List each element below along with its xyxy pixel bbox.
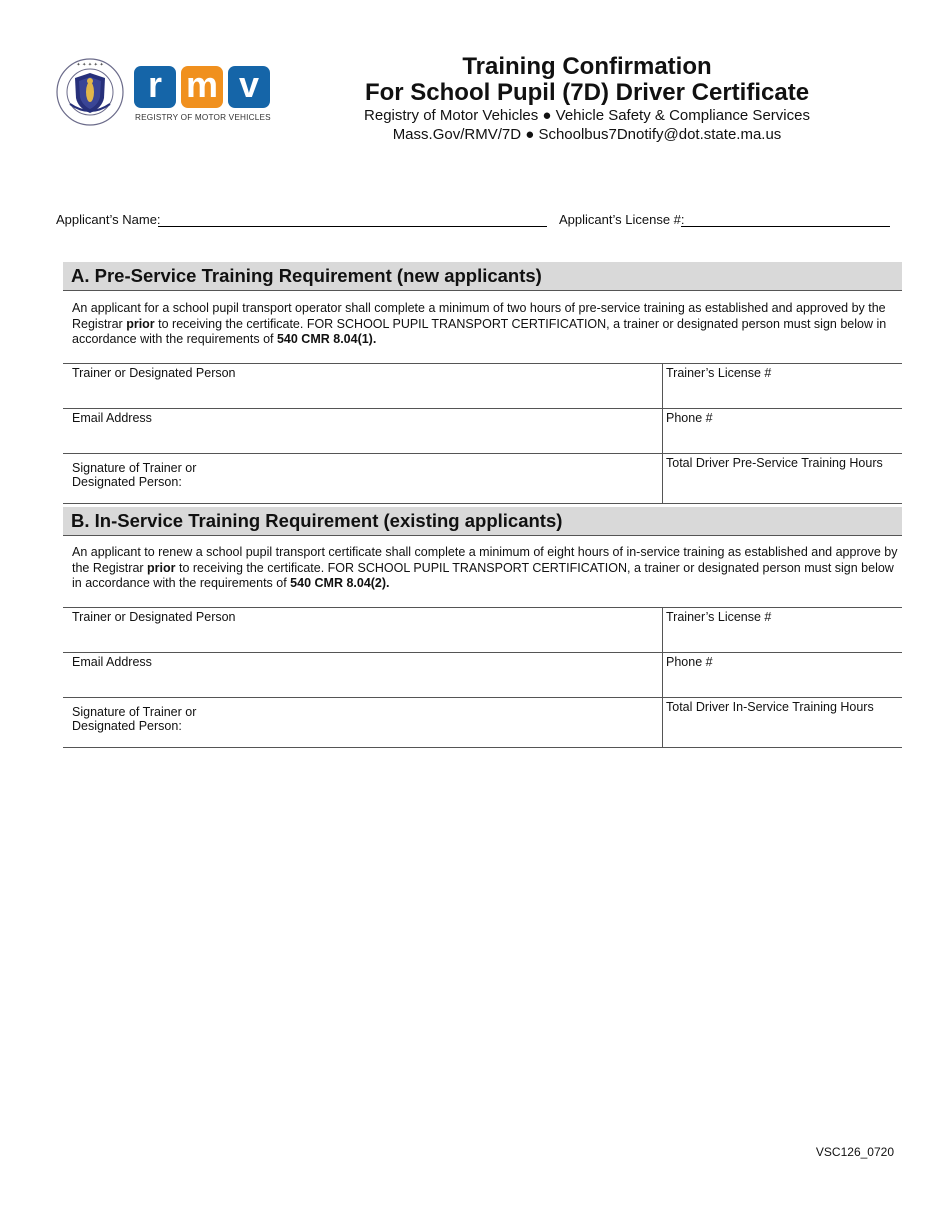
rmv-logo-v: v [228,66,270,108]
section-b-hours-field[interactable] [663,698,903,748]
form-code: VSC126_0720 [815,1145,894,1159]
section-b-trainer-label: Trainer or Designated Person [72,610,236,624]
section-b-signature-label-2: Designated Person: [72,718,182,733]
applicant-license-label: Applicant’s License #: [559,212,685,227]
applicant-name-field[interactable] [158,226,547,227]
section-b-phone-field[interactable] [663,653,903,698]
section-a-trainer-label: Trainer or Designated Person [72,366,236,380]
section-b-trainer-field[interactable] [63,608,663,653]
section-a-bold-2: 540 CMR 8.04(1). [276,332,377,346]
section-a-trainer-field[interactable] [63,364,663,409]
section-b-hours-label: Total Driver In-Service Training Hours [666,700,874,714]
applicant-license-field[interactable] [681,226,890,227]
section-b-email-field[interactable] [63,653,663,698]
section-a-email-label: Email Address [72,411,152,425]
form-subtitle-line1: Registry of Motor Vehicles ● Vehicle Safety & Compliance Services [364,107,810,124]
section-a-signature-label-1: Signature of Trainer or [72,461,197,475]
section-a-trainer-license-label: Trainer’s License # [666,366,772,380]
section-a-paragraph [72,301,900,348]
section-a-signature-label-2: Designated Person: [72,474,182,489]
section-b-signature-field[interactable] [63,698,663,748]
section-b-text-2: to receiving the certificate. FOR SCHOOL PUPIL TRANSPORT CERTIFICATION, a trainer or designated person must sign below in accordance with the requirements of [72,560,894,590]
section-a-text-1: An applicant for a school pupil transport operator shall complete a minimum of two hours of pre-service training as established and approved by the Registrar [72,301,886,331]
section-b-trainer-license-label: Trainer’s License # [666,610,772,624]
form-subtitle-line2: Mass.Gov/RMV/7D ● Schoolbus7Dnotify@dot.state.ma.us [392,126,782,143]
section-a-hours-label: Total Driver Pre-Service Training Hours [666,456,883,470]
section-b-heading: B. In-Service Training Requirement (existing applicants) [71,510,563,531]
section-a-heading: A. Pre-Service Training Requirement (new applicants) [71,265,542,286]
applicant-name-label: Applicant’s Name: [56,212,161,227]
section-b-text-1: An applicant to renew a school pupil transport certificate shall complete a minimum of eight hours of in-service training as established and approve by the Registrar [72,545,898,575]
svg-text:✦ ✦ ✦ ✦ ✦: ✦ ✦ ✦ ✦ ✦ [76,62,104,68]
section-b-form-table [63,607,902,748]
section-a-form-table [63,363,902,504]
section-b-phone-label: Phone # [666,655,713,669]
section-b-signature-label-1: Signature of Trainer or [72,705,197,719]
section-a-header [63,262,902,291]
section-b-header [63,507,902,536]
rmv-logo-m: m [181,66,223,108]
rmv-logo-r: r [134,66,176,108]
section-a-trainer-license-field[interactable] [663,364,903,409]
section-b-paragraph [72,545,900,592]
section-b-email-label: Email Address [72,655,152,669]
section-a-phone-label: Phone # [666,411,713,425]
section-a-phone-field[interactable] [663,409,903,454]
title-block [300,54,874,144]
rmv-logo [134,66,272,126]
section-b-bold-1: prior [147,560,176,575]
section-a-text-2: to receiving the certificate. FOR SCHOOL PUPIL TRANSPORT CERTIFICATION, a trainer or designated person must sign below in accordance with the requirements of [72,316,887,346]
section-b-trainer-license-field[interactable] [663,608,903,653]
form-title-line1: Training Confirmation [462,53,712,80]
section-a-signature-field[interactable] [63,454,663,504]
massachusetts-seal-icon [56,58,124,126]
section-a-hours-field[interactable] [663,454,903,504]
section-b-bold-2: 540 CMR 8.04(2). [290,576,390,590]
form-title-line2: For School Pupil (7D) Driver Certificate [364,79,810,106]
section-a-email-field[interactable] [63,409,663,454]
rmv-logo-subtitle: REGISTRY OF MOTOR VEHICLES [135,113,271,122]
section-a-bold-1: prior [126,316,155,331]
